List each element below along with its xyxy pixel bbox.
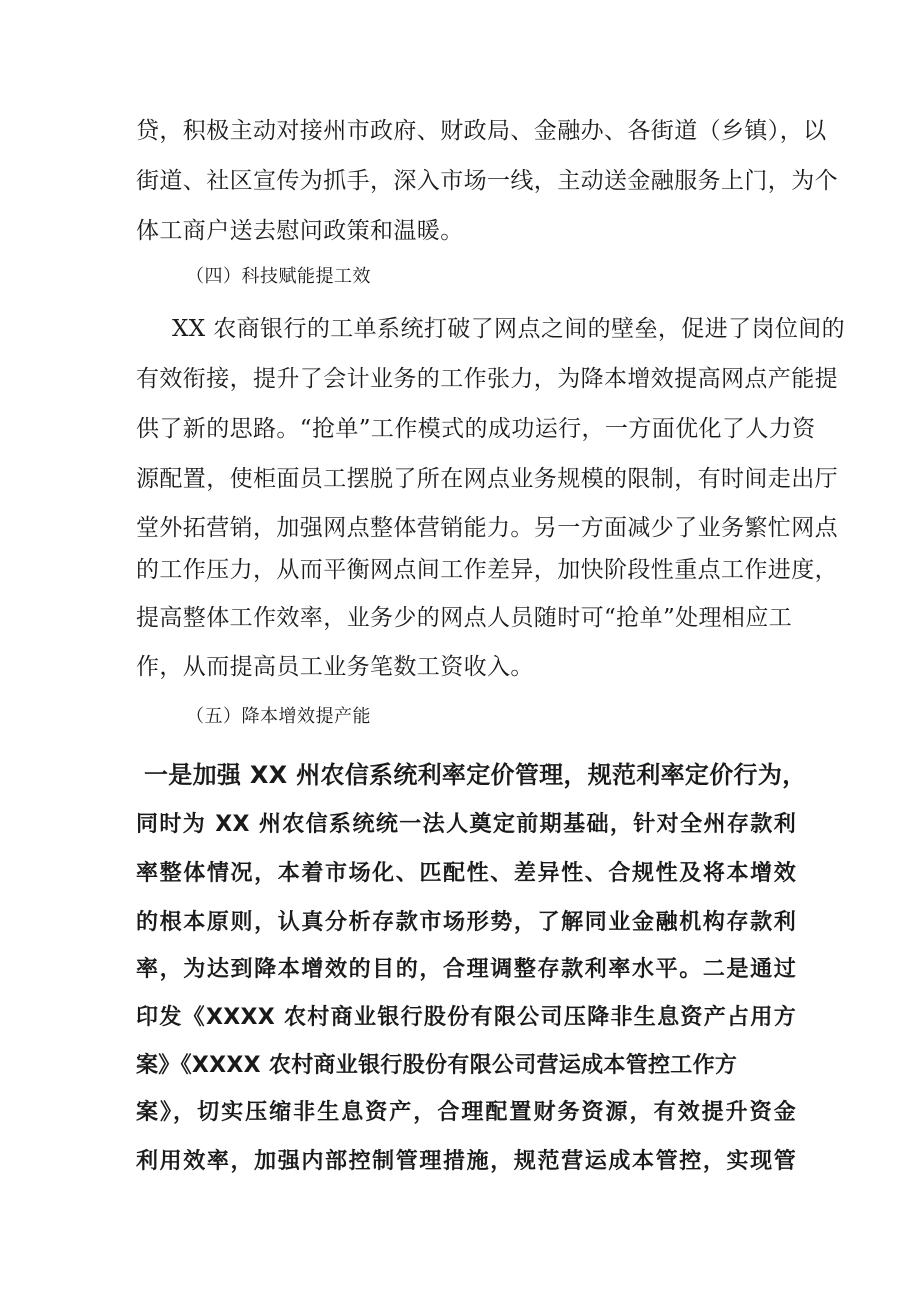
paragraph-2-line-2: 有效衔接，提升了会计业务的工作张力，为降本增效提高网点产能提 — [136, 366, 838, 392]
paragraph-3-line-5: 率，为达到降本增效的目的，合理调整存款利率水平。二是通过 — [136, 957, 796, 982]
section-heading-4: （四）科技赋能提工效 — [186, 266, 371, 287]
paragraph-2-line-5: 堂外拓营销，加强网点整体营销能力。另一方面减少了业务繁忙网点 — [136, 515, 838, 541]
paragraph-2-line-8: 作，从而提高员工业务笔数工资收入。 — [136, 654, 534, 680]
section-heading-5: （五）降本增效提产能 — [186, 706, 371, 727]
paragraph-2-line-1: XX 农商银行的工单系统打破了网点之间的壁垒，促进了岗位间的 — [172, 316, 846, 342]
paragraph-2-line-4: 源配置，使柜面员工摆脱了所在网点业务规模的限制，有时间走出厅 — [136, 466, 838, 492]
paragraph-3-line-8: 案》，切实压缩非生息资产，合理配置财务资源，有效提升资金 — [136, 1100, 796, 1125]
paragraph-3-line-2: 同时为 XX 州农信系统统一法人奠定前期基础，针对全州存款利 — [136, 812, 796, 837]
paragraph-1-line-3: 体工商户送去慰问政策和温暖。 — [136, 218, 464, 244]
paragraph-1-line-1: 贷，积极主动对接州市政府、财政局、金融办、各街道（乡镇），以 — [136, 118, 827, 144]
paragraph-2-line-3: 供了新的思路。“抢单”工作模式的成功运行，一方面优化了人力资 — [136, 416, 816, 442]
paragraph-3-line-1: 一是加强 XX 州农信系统利率定价管理，规范利率定价行为， — [144, 761, 807, 789]
paragraph-2-line-6: 的工作压力，从而平衡网点间工作差异，加快阶段性重点工作进度， — [136, 557, 838, 583]
paragraph-2-line-7: 提高整体工作效率，业务少的网点人员随时可“抢单”处理相应工 — [136, 605, 793, 631]
paragraph-3-line-7: 案》《XXXX 农村商业银行股份有限公司营运成本管控工作方 — [136, 1053, 738, 1078]
paragraph-3-line-3: 率整体情况，本着市场化、匹配性、差异性、合规性及将本增效 — [136, 861, 796, 886]
paragraph-3-line-9: 利用效率，加强内部控制管理措施，规范营运成本管控，实现管 — [136, 1149, 796, 1174]
paragraph-3-line-6: 印发《XXXX 农村商业银行股份有限公司压降非生息资产占用方 — [136, 1005, 796, 1030]
paragraph-1-line-2: 街道、社区宣传为抓手，深入市场一线，主动送金融服务上门，为个 — [136, 168, 838, 194]
paragraph-3-line-4: 的根本原则，认真分析存款市场形势，了解同业金融机构存款利 — [136, 910, 796, 935]
